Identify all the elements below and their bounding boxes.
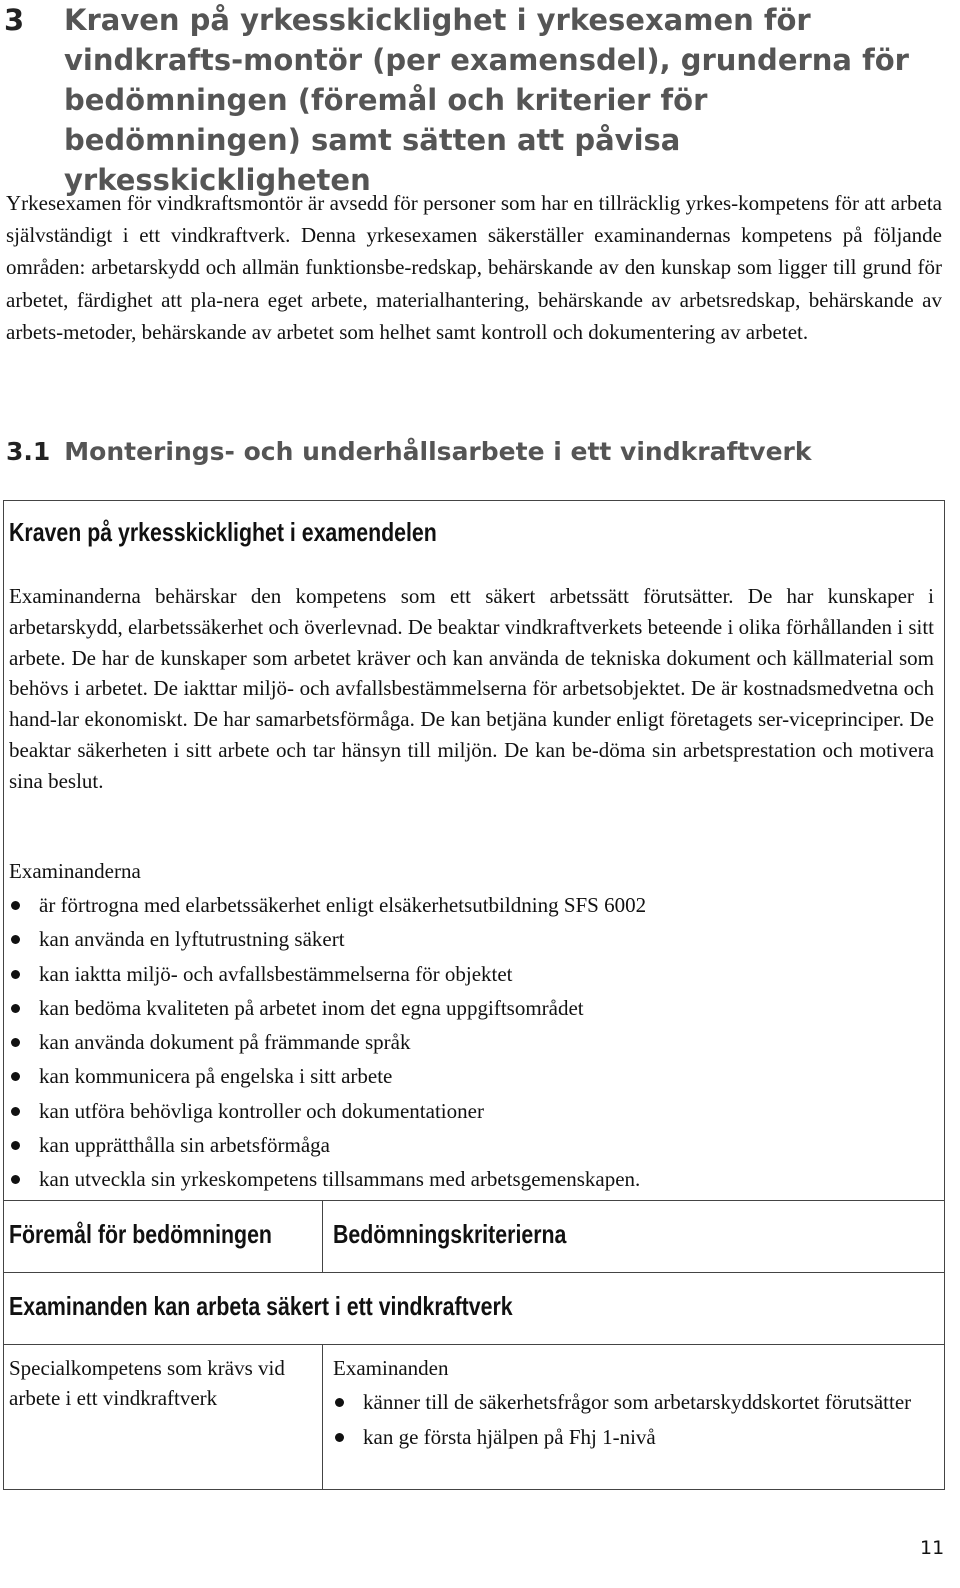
list-item: kan upprätthålla sin arbetsförmåga (9, 1128, 929, 1162)
assessment-table (3, 1200, 945, 1490)
requirements-text: Examinanderna behärskar den kompetens som ett säkert arbetssätt förutsätter. De har kunskaper i arbetarskydd, elarbetssäkerhet och överlevnad. De beaktar vindkraftverkets beteende i olika förhållanden i sitt arbete. De har de kunskaper som arbetet kräver och kan använda de tekniska dokument och källmaterial som behövs i arbetet. De iakttar miljö- och avfallsbestämmelserna för arbetsobjektet. De är kostnadsmedvetna och hand-lar ekonomiskt. De har samarbetsförmåga. De kan betjäna kunder enligt företagets ser-viceprinciper. De beaktar säkerheten i sitt arbete och tar hänsyn till miljön. De kan be-döma sin arbetsprestation och motivera sina beslut. (9, 584, 934, 793)
subsection-heading (6, 434, 811, 470)
bullet-icon (11, 901, 20, 910)
assessment-subtitle: Examinanden kan arbeta säkert i ett vindkraftverk (9, 1291, 513, 1321)
requirements-list (9, 888, 929, 1197)
column-divider (322, 1345, 323, 1489)
list-item: kan använda en lyftutrustning säkert (9, 922, 929, 956)
requirements-box (3, 500, 945, 1200)
bullet-icon (11, 1175, 20, 1184)
bullet-icon (11, 970, 20, 979)
assessment-content-row (4, 1345, 944, 1489)
assessment-subtitle-row (4, 1273, 944, 1345)
subsection-title: Monterings- och underhållsarbete i ett vindkraftverk (64, 437, 812, 466)
bullet-icon (11, 1038, 20, 1047)
bullet-icon (11, 1141, 20, 1150)
criteria-label: Examinanden (333, 1356, 449, 1380)
list-item: är förtrogna med elarbetssäkerhet enligt elsäkerhetsutbildning SFS 6002 (9, 888, 929, 922)
page-number: 11 (920, 1537, 945, 1559)
bullet-icon (11, 1004, 20, 1013)
section-title: Kraven på yrkesskicklighet i yrkesexamen för vindkrafts-montör (per examensdel), grunderna för bedömningen (föremål och kriterier för bedömningen) samt sätten att påvisa yrkesskickligheten (64, 3, 909, 197)
list-item: kan iaktta miljö- och avfallsbestämmelserna för objektet (9, 957, 929, 991)
list-item: kan kommunicera på engelska i sitt arbete (9, 1059, 929, 1093)
bullet-icon (335, 1433, 344, 1442)
requirements-list-label: Examinanderna (9, 859, 141, 883)
list-item: kan ge första hjälpen på Fhj 1-nivå (333, 1422, 933, 1453)
column-divider (322, 1201, 323, 1273)
intro-paragraph: Yrkesexamen för vindkraftsmontör är avsedd för personer som har en tillräcklig yrkes-kompetens för att arbeta självständigt i ett vindkraftverk. Denna yrkesexamen säkerställer examinandernas kompetens på följande områden: arbetarskydd och allmän funktionsbe-redskap, behärskande av den kunskap som ligger till grund för arbetet, färdighet att pla-nera eget arbete, materialhantering, behärskande av arbetsredskap, behärskande av arbets-metoder, behärskande av arbetet som helhet samt kontroll och dokumentering av arbetet. (6, 191, 942, 344)
column-header-object: Föremål för bedömningen (9, 1219, 272, 1249)
bullet-icon (11, 1107, 20, 1116)
column-header-criteria: Bedömningskriterierna (333, 1219, 567, 1249)
list-item: känner till de säkerhetsfrågor som arbetarskyddskortet förutsätter (333, 1387, 933, 1418)
bullet-icon (335, 1398, 344, 1407)
assessment-object-text: Specialkompetens som krävs vid arbete i ett vindkraftverk (9, 1356, 285, 1410)
list-item: kan använda dokument på främmande språk (9, 1025, 929, 1059)
section-number: 3 (4, 3, 25, 37)
requirements-title: Kraven på yrkesskicklighet i examendelen (9, 517, 437, 547)
assessment-header-row (4, 1201, 944, 1273)
list-item: kan utföra behövliga kontroller och dokumentationer (9, 1094, 929, 1128)
bullet-icon (11, 1072, 20, 1081)
list-item: kan utveckla sin yrkeskompetens tillsammans med arbetsgemenskapen. (9, 1162, 929, 1196)
list-item: kan bedöma kvaliteten på arbetet inom det egna uppgiftsområdet (9, 991, 929, 1025)
criteria-list (333, 1387, 933, 1452)
subsection-number: 3.1 (6, 437, 51, 466)
bullet-icon (11, 935, 20, 944)
assessment-criteria (333, 1353, 933, 1452)
